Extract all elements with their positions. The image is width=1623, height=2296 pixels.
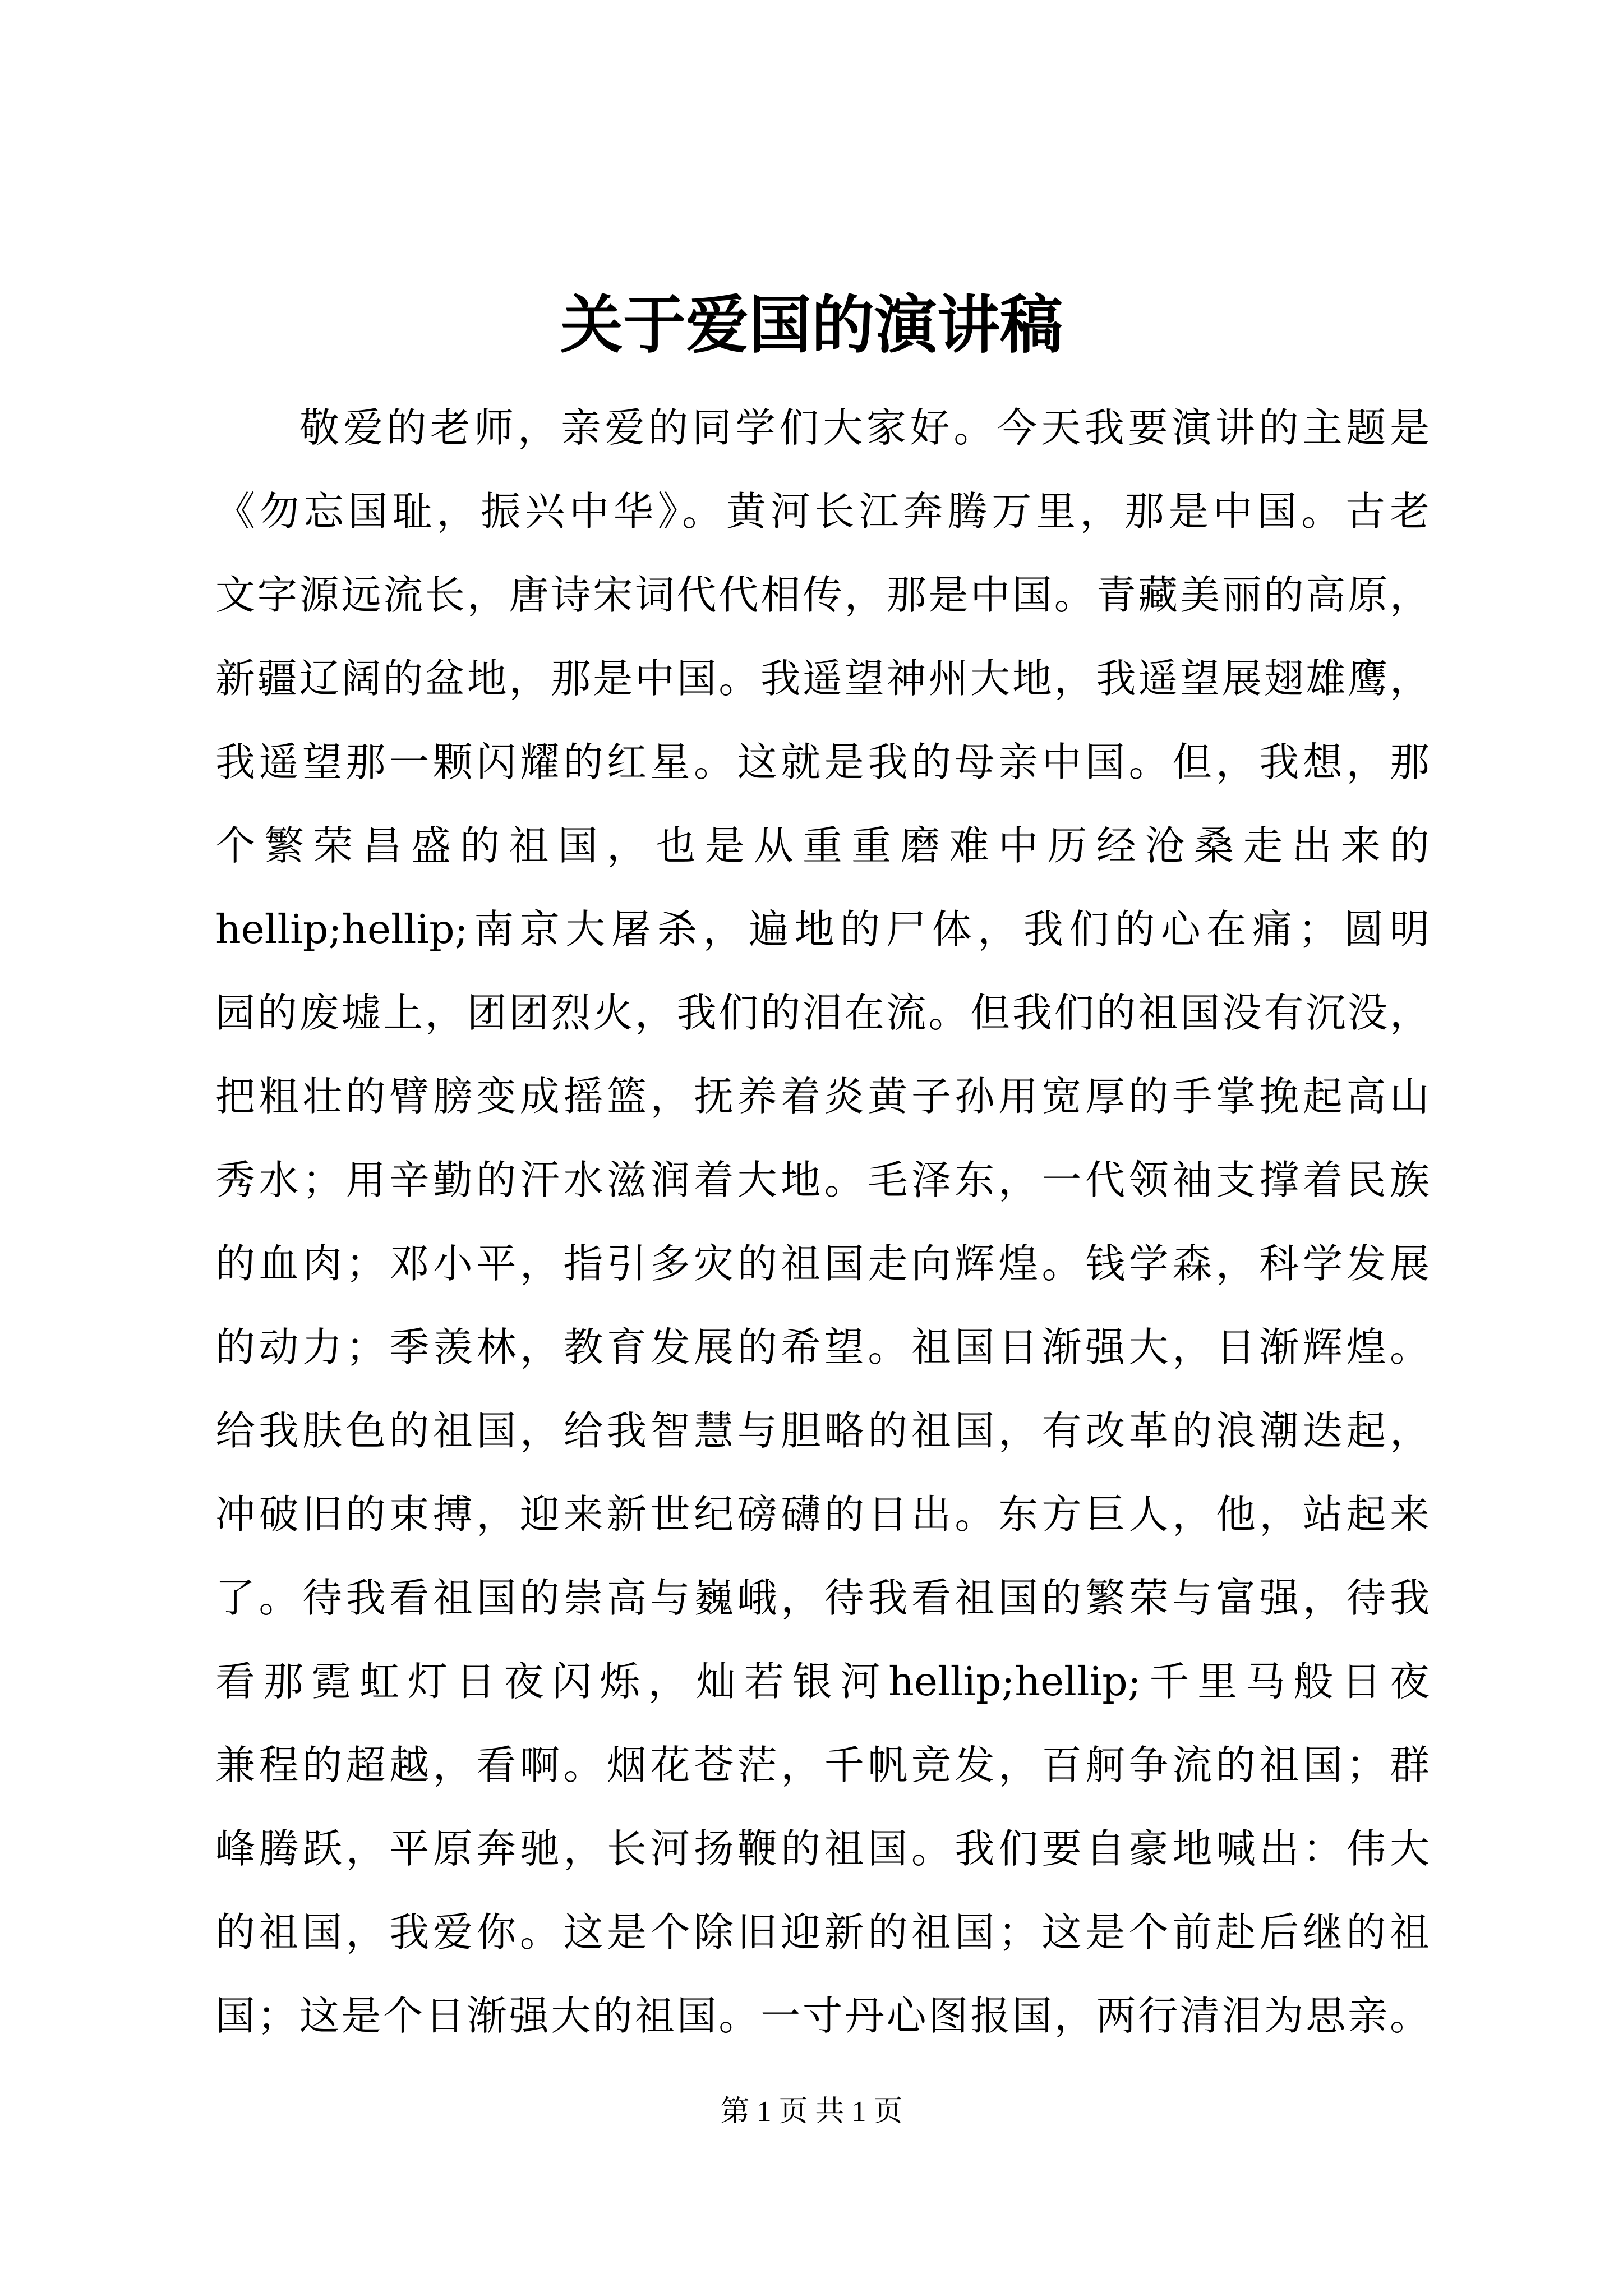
- body-line: 的动力；季羡林，教育发展的希望。祖国日渐强大，日渐辉煌。: [215, 1324, 1430, 1370]
- body-line: 兼程的超越，看啊。烟花苍茫，千帆竞发，百舸争流的祖国；群: [215, 1742, 1430, 1788]
- body-line: 把粗壮的臂膀变成摇篮，抚养着炎黄子孙用宽厚的手掌挽起高山: [215, 1073, 1430, 1120]
- body-line: 敬爱的老师，亲爱的同学们大家好。今天我要演讲的主题是: [299, 404, 1430, 451]
- body-line: 新疆辽阔的盆地，那是中国。我遥望神州大地，我遥望展翅雄鹰，: [215, 655, 1430, 702]
- body-line: 冲破旧的束搏，迎来新世纪磅礴的日出。东方巨人，他，站起来: [215, 1491, 1430, 1538]
- document-body: [215, 386, 1430, 2058]
- body-line: 文字源远流长，唐诗宋词代代相传，那是中国。青藏美丽的高原，: [215, 572, 1430, 618]
- document-title: 关于爱国的演讲稿: [560, 288, 1063, 362]
- body-line: 个繁荣昌盛的祖国，也是从重重磨难中历经沧桑走出来的: [215, 822, 1430, 869]
- body-line: 的祖国，我爱你。这是个除旧迎新的祖国；这是个前赴后继的祖: [215, 1909, 1430, 1955]
- body-line: 园的废墟上，团团烈火，我们的泪在流。但我们的祖国没有沉没，: [215, 990, 1430, 1036]
- body-line: 给我肤色的祖国，给我智慧与胆略的祖国，有改革的浪潮迭起，: [215, 1407, 1430, 1454]
- body-line: 我遥望那一颗闪耀的红星。这就是我的母亲中国。但，我想，那: [215, 739, 1430, 785]
- body-line: 峰腾跃，平原奔驰，长河扬鞭的祖国。我们要自豪地喊出：伟大: [215, 1825, 1430, 1872]
- body-line: 的血肉；邓小平，指引多灾的祖国走向辉煌。钱学森，科学发展: [215, 1240, 1430, 1287]
- body-line: 了。待我看祖国的崇高与巍峨，待我看祖国的繁荣与富强，待我: [215, 1575, 1430, 1621]
- page-footer: 第 1 页 共 1 页: [720, 2096, 903, 2128]
- body-line: 看那霓虹灯日夜闪烁，灿若银河hellip;hellip;千里马般日夜: [215, 1658, 1430, 1705]
- body-line: 秀水；用辛勤的汗水滋润着大地。毛泽东，一代领袖支撑着民族: [215, 1157, 1430, 1203]
- body-line: hellip;hellip;南京大屠杀，遍地的尸体，我们的心在痛；圆明: [215, 906, 1430, 953]
- body-line: 国；这是个日渐强大的祖国。一寸丹心图报国，两行清泪为思亲。: [215, 1993, 1430, 2039]
- body-line: 《勿忘国耻，振兴中华》。黄河长江奔腾万里，那是中国。古老: [215, 488, 1430, 535]
